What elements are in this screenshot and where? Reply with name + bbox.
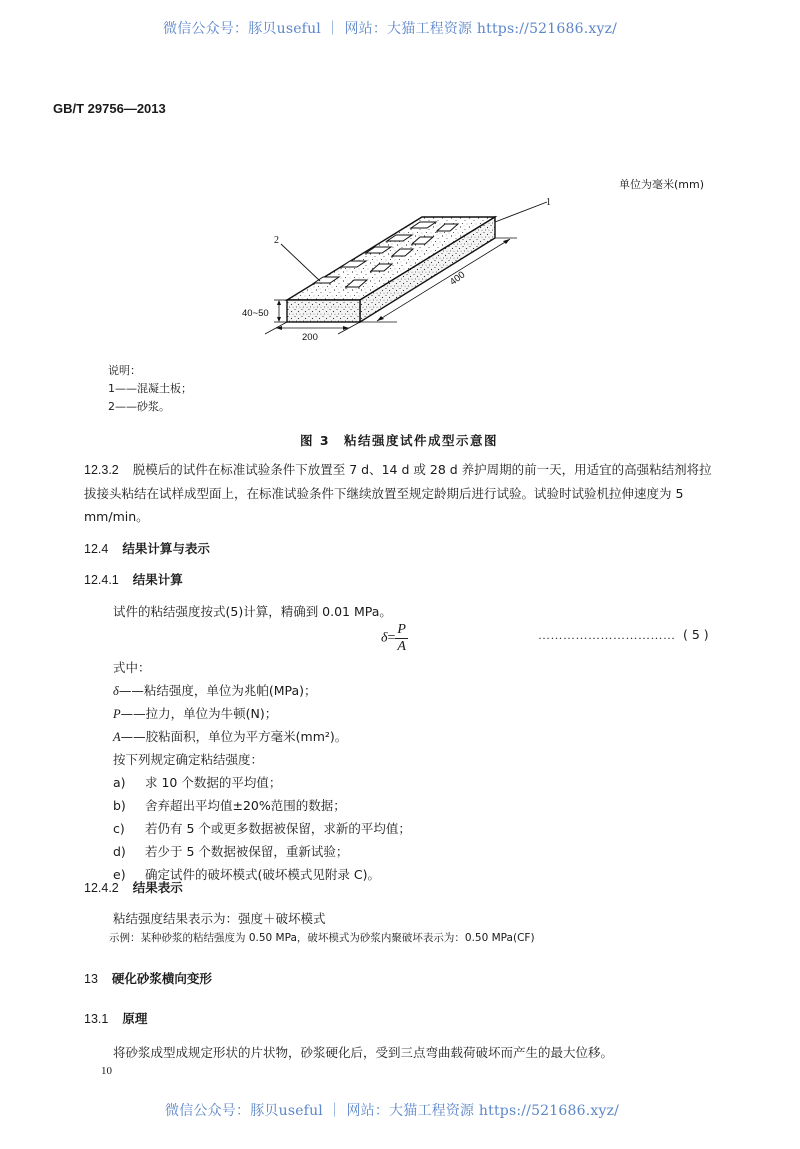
standard-id: GB/T 29756—2013: [53, 101, 166, 116]
variable-desc: ——胶粘面积，单位为平方毫米(mm²)。: [120, 729, 348, 744]
legend-item-1: 1——混凝土板；: [108, 382, 192, 395]
calc-intro: 试件的粘结强度按式(5)计算，精确到 0.01 MPa。: [113, 604, 392, 619]
figure-caption: 图 3 粘结强度试件成型示意图: [300, 433, 499, 448]
dim-width-label: 200: [302, 332, 318, 343]
heading-number: 13.1: [84, 1012, 109, 1026]
rule-text: 若少于 5 个数据被保留，重新试验；: [145, 844, 349, 859]
variable-symbol: P: [113, 707, 121, 721]
section-text: 脱模后的试件在标准试验条件下放置至 7 d、14 d 或 28 d 养护周期的前一天，用适宜的高强粘结剂将拉拔接头粘结在试样成型面上，在标准试验条件下继续放置至规定龄期后进行试验。试验时试验机拉伸速度为 5 mm/min。: [84, 462, 712, 524]
heading-12-4-2: [84, 878, 183, 896]
heading-12-4-1: [84, 570, 183, 588]
result-expression: 粘结强度结果表示为：强度＋破坏模式: [113, 911, 326, 926]
where-label: 式中：: [113, 660, 151, 675]
formula-number: ( 5 ): [683, 627, 709, 642]
rule-text: 求 10 个数据的平均值；: [145, 775, 282, 790]
legend-title: 说明：: [108, 364, 141, 377]
rule-text: 若仍有 5 个或更多数据被保留，求新的平均值；: [145, 821, 411, 836]
rule-mark: d): [113, 844, 126, 859]
rule-mark: e): [113, 867, 126, 882]
variable-desc: ——拉力，单位为牛顿(N)；: [120, 706, 278, 721]
rule-item-a: [113, 773, 281, 791]
result-example: 示例：某种砂浆的粘结强度为 0.50 MPa，破坏模式为砂浆内聚破坏表示为：0.50 MPa(CF): [109, 932, 535, 944]
legend-item-2: 2——砂浆。: [108, 400, 170, 413]
section-number: 12.3.2: [84, 463, 119, 477]
section-12-3-2: [84, 458, 714, 528]
figure-3-diagram: [0, 0, 800, 360]
heading-number: 13: [84, 972, 98, 986]
formula-5: [381, 622, 408, 655]
heading-title: 原理: [122, 1011, 148, 1026]
heading-13-1: [84, 1009, 147, 1027]
heading-title: 结果表示: [132, 880, 183, 895]
callout-2-label: 2: [274, 235, 279, 246]
heading-13: [84, 969, 212, 987]
formula-leader-dots: ……………………………: [538, 628, 676, 642]
rule-item-d: [113, 842, 348, 860]
heading-number: 12.4.2: [84, 881, 119, 895]
formula-lhs: δ: [381, 630, 388, 646]
unit-note: 单位为毫米(mm): [619, 178, 705, 191]
principle-text: 将砂浆成型成规定形状的片状物，砂浆硬化后，受到三点弯曲载荷破坏而产生的最大位移。: [113, 1045, 614, 1060]
variable-desc: ——粘结强度，单位为兆帕(MPa)；: [118, 683, 317, 698]
watermark-bottom: 微信公众号：豚贝useful ｜ 网站：大猫工程资源 https://521686.xyz/: [165, 1103, 620, 1119]
callout-1-label: 1: [546, 197, 551, 208]
dim-height-label: 40~50: [242, 308, 269, 319]
heading-number: 12.4: [84, 542, 109, 556]
heading-title: 结果计算与表示: [122, 541, 210, 556]
dim-length-label: 400: [447, 269, 468, 288]
heading-12-4: [84, 539, 210, 557]
variable-p: [113, 704, 277, 722]
page-number: 10: [101, 1065, 112, 1077]
rule-mark: c): [113, 821, 125, 836]
formula-fraction: [395, 622, 408, 655]
watermark-top: 微信公众号：豚贝useful ｜ 网站：大猫工程资源 https://521686.xyz/: [163, 21, 618, 37]
figure-legend: [108, 362, 192, 416]
rule-text: 舍弃超出平均值±20%范围的数据；: [145, 798, 346, 813]
variable-a: [113, 727, 347, 745]
heading-title: 结果计算: [132, 572, 183, 587]
variable-delta: [113, 681, 317, 699]
heading-title: 硬化砂浆横向变形: [111, 971, 212, 986]
variable-symbol: A: [113, 730, 121, 744]
rule-text: 确定试件的破坏模式(破坏模式见附录 C)。: [145, 867, 380, 882]
rule-intro: 按下列规定确定粘结强度：: [113, 752, 264, 767]
rule-item-b: [113, 796, 346, 814]
rule-item-c: [113, 819, 411, 837]
formula-denominator: A: [397, 639, 406, 654]
concrete-slab-drawing: [0, 0, 800, 360]
rule-mark: a): [113, 775, 126, 790]
variable-symbol: δ: [113, 684, 119, 698]
heading-number: 12.4.1: [84, 573, 119, 587]
formula-numerator: P: [397, 622, 406, 637]
rule-mark: b): [113, 798, 126, 813]
formula-equals: =: [387, 630, 396, 646]
